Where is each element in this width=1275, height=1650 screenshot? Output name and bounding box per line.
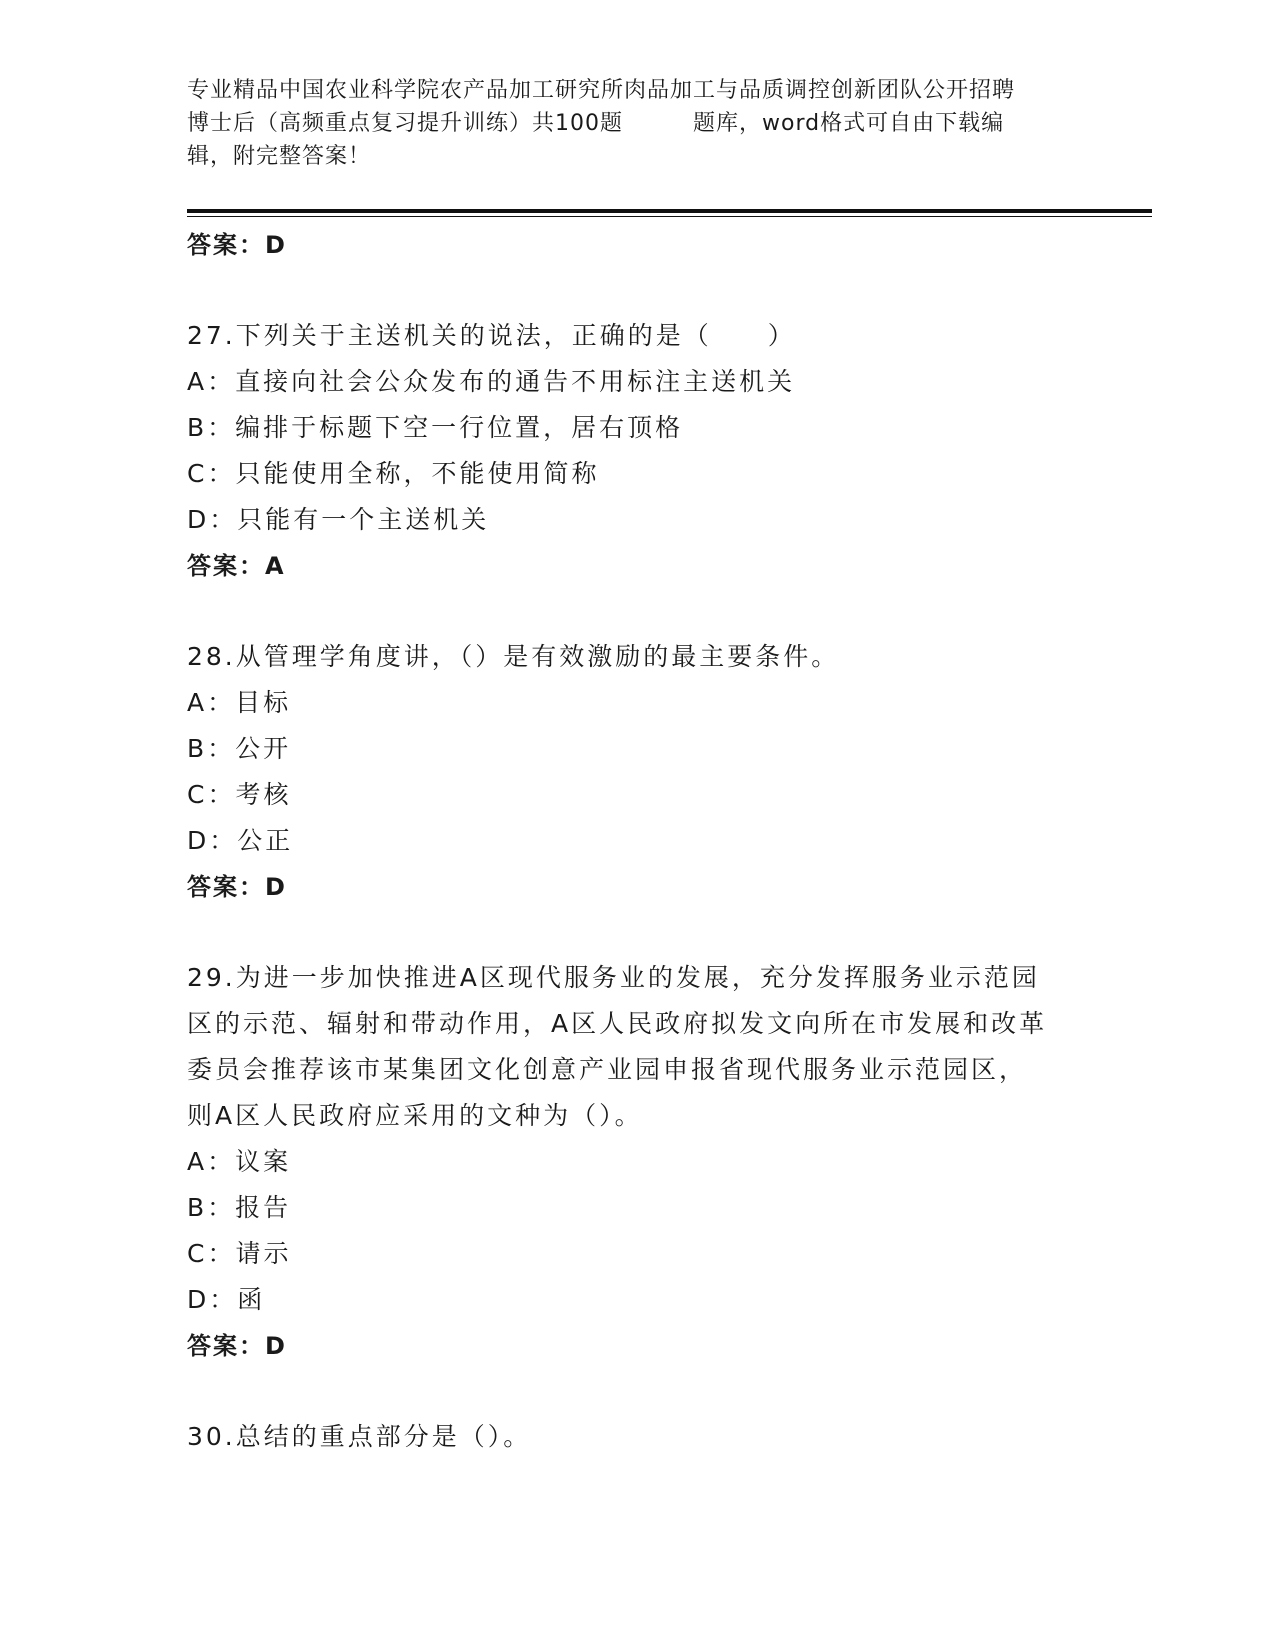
- header-line-3: 辑，附完整答案！: [187, 144, 372, 169]
- header-line-2-part-a: 博士后（高频重点复习提升训练）共100题: [187, 111, 623, 136]
- option-b: B：报告: [187, 1193, 292, 1222]
- option-d: D：只能有一个主送机关: [187, 505, 490, 534]
- answer-line: 答案：A: [187, 552, 286, 580]
- option-b: B：公开: [187, 734, 292, 763]
- option-b: B：编排于标题下空一行位置，居右顶格: [187, 413, 684, 442]
- question-stem: 28.从管理学角度讲，（）是有效激励的最主要条件。: [187, 642, 840, 671]
- question-stem-line: 则A区人民政府应采用的文种为（）。: [187, 1101, 643, 1130]
- answer-line: 答案：D: [187, 873, 287, 901]
- question-stem: 30.总结的重点部分是（）。: [187, 1422, 532, 1451]
- question-27: [187, 313, 1087, 589]
- question-28: [187, 634, 1087, 910]
- answer-line: 答案：D: [187, 1332, 287, 1360]
- document-header: [187, 74, 1087, 173]
- option-d: D：函: [187, 1285, 266, 1314]
- question-list: [187, 222, 1087, 1460]
- option-c: C：只能使用全称，不能使用简称: [187, 459, 600, 488]
- question-stem-line: 委员会推荐该市某集团文化创意产业园申报省现代服务业示范园区，: [187, 1055, 1028, 1084]
- question-29: [187, 955, 1087, 1369]
- header-line-1: 专业精品中国农业科学院农产品加工研究所肉品加工与品质调控创新团队公开招聘: [187, 78, 1016, 103]
- option-a: A：目标: [187, 688, 292, 717]
- answer-line: 答案：D: [187, 231, 287, 259]
- header-divider-thick: [187, 209, 1152, 213]
- question-30: [187, 1414, 1087, 1460]
- option-d: D：公正: [187, 826, 294, 855]
- header-line-2: [187, 107, 1087, 140]
- option-a: A：直接向社会公众发布的通告不用标注主送机关: [187, 367, 796, 396]
- option-a: A：议案: [187, 1147, 292, 1176]
- question-stem-line: 区的示范、辐射和带动作用，A区人民政府拟发文向所在市发展和改革: [187, 1009, 1048, 1038]
- header-divider-thin: [187, 216, 1152, 217]
- question-stem: 27.下列关于主送机关的说法，正确的是（ ）: [187, 321, 796, 350]
- option-c: C：请示: [187, 1239, 292, 1268]
- option-c: C：考核: [187, 780, 292, 809]
- header-line-2-part-b: 题库，word格式可自由下载编: [693, 111, 1005, 136]
- question-stem-line: 29.为进一步加快推进A区现代服务业的发展，充分发挥服务业示范园: [187, 963, 1040, 992]
